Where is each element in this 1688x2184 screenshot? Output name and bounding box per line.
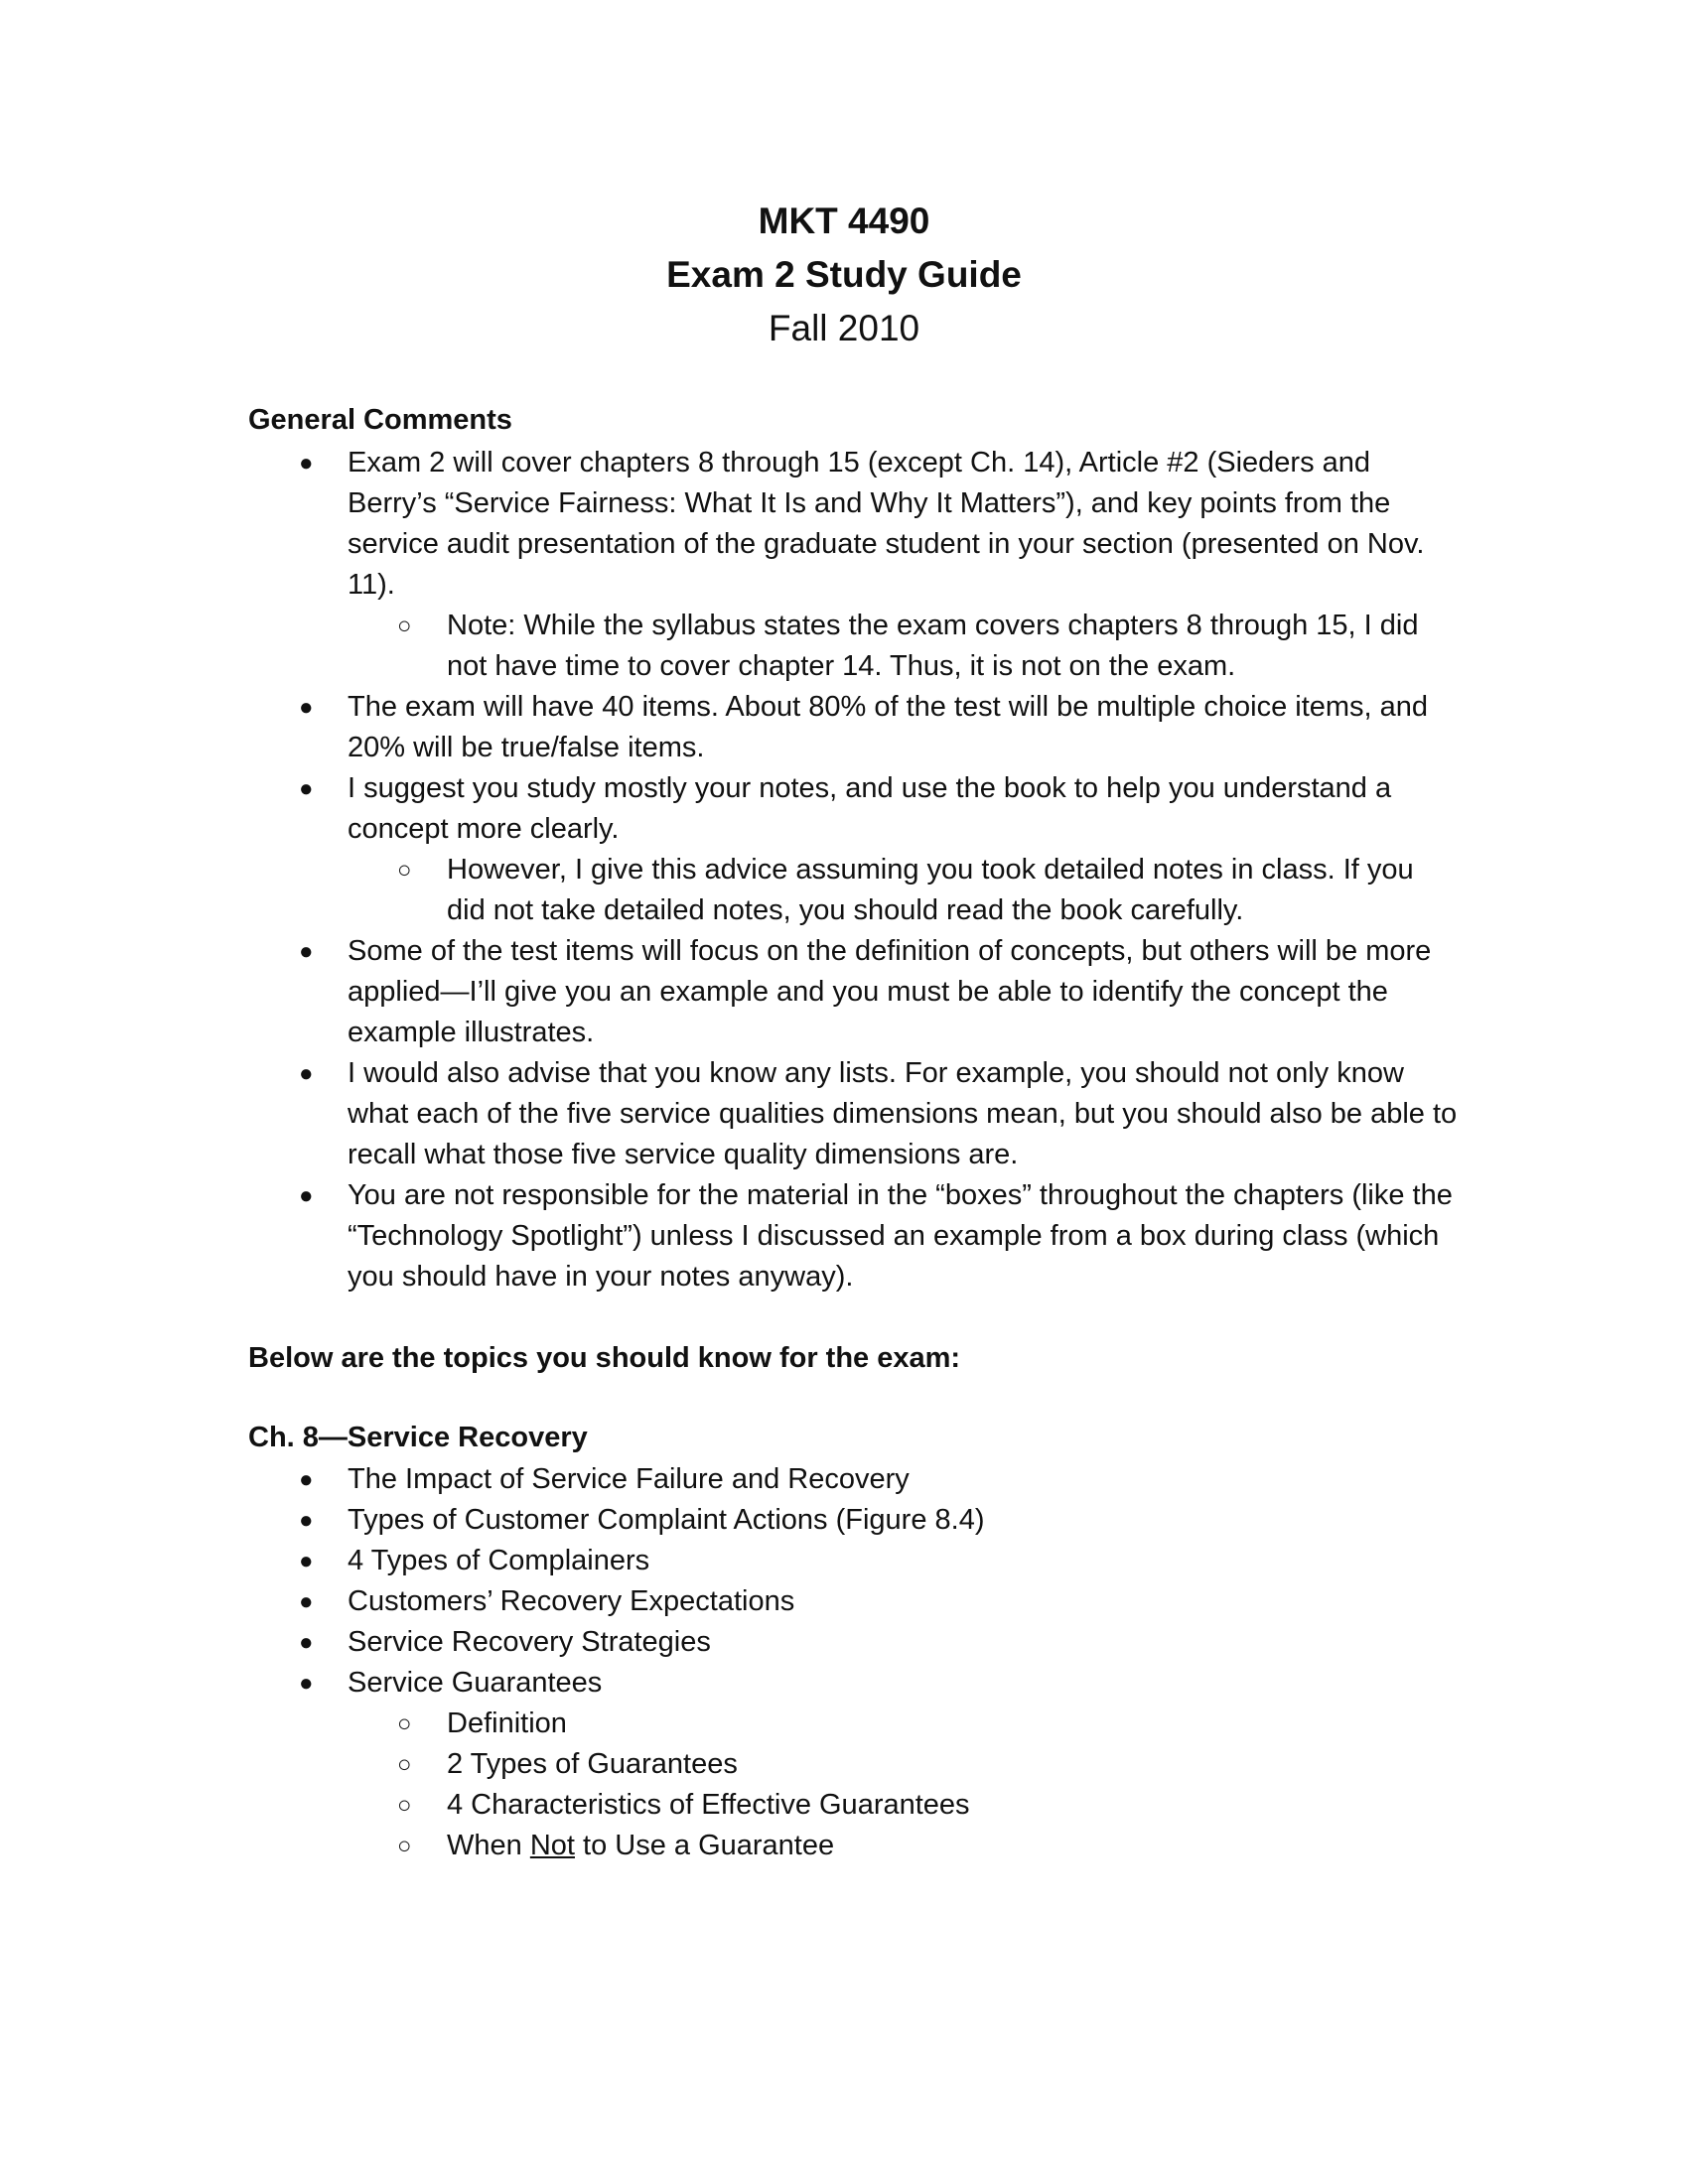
sub-list-item <box>248 1704 1460 1744</box>
list-item <box>248 931 1460 1053</box>
chapter-8-heading: Ch. 8—Service Recovery <box>248 1422 588 1453</box>
sub-list-item <box>248 606 1460 687</box>
bullet-icon: ● <box>299 1588 314 1615</box>
list-item-text: 4 Types of Complainers <box>348 1545 650 1576</box>
list-item-text: Some of the test items will focus on the definition of concepts, but others will be more applied—I’ll give you an example and you must be able to identify the concept the example illustrates. <box>348 935 1432 1048</box>
list-item <box>248 1663 1460 1704</box>
sub-item-text: Note: While the syllabus states the exam covers chapters 8 through 15, I did not have time to cover chapter 14. Thus, it is not on the exam. <box>447 610 1419 682</box>
course-title: MKT 4490 <box>758 201 930 241</box>
list-item <box>248 1175 1460 1297</box>
bullet-icon: ● <box>299 1670 314 1697</box>
sub-item-text: 2 Types of Guarantees <box>447 1748 738 1780</box>
general-comments-list <box>248 443 1460 1297</box>
circle-bullet-icon: ○ <box>397 1833 412 1859</box>
sub-item-text-before: When <box>447 1830 530 1861</box>
list-item-text: The exam will have 40 items. About 80% of the test will be multiple choice items, and 20% will be true/false items. <box>348 691 1429 763</box>
list-item <box>248 1500 1460 1541</box>
sub-list-item <box>248 1744 1460 1785</box>
bullet-icon: ● <box>299 450 314 477</box>
bullet-icon: ● <box>299 938 314 965</box>
list-item-text: Customers’ Recovery Expectations <box>348 1585 795 1617</box>
title-block <box>0 195 1688 355</box>
bullet-icon: ● <box>299 1466 314 1493</box>
list-item <box>248 687 1460 768</box>
circle-bullet-icon: ○ <box>397 1751 412 1778</box>
bullet-icon: ● <box>299 1060 314 1087</box>
bullet-icon: ● <box>299 775 314 802</box>
sub-list-item <box>248 850 1460 931</box>
guide-title: Exam 2 Study Guide <box>666 254 1022 295</box>
list-item <box>248 1581 1460 1622</box>
list-item-text: Types of Customer Complaint Actions (Figure 8.4) <box>348 1504 985 1536</box>
list-item-text: The Impact of Service Failure and Recovery <box>348 1463 910 1495</box>
circle-bullet-icon: ○ <box>397 613 412 639</box>
list-item-text: I would also advise that you know any lists. For example, you should not only know what each of the five service qualities dimensions mean, but you should also be able to recall what those five service quality dimensions are. <box>348 1057 1458 1170</box>
topics-heading: Below are the topics you should know for the exam: <box>248 1342 961 1374</box>
list-item <box>248 1459 1460 1500</box>
term-title: Fall 2010 <box>768 308 920 348</box>
general-comments-heading: General Comments <box>248 404 512 436</box>
circle-bullet-icon: ○ <box>397 1710 412 1737</box>
bullet-icon: ● <box>299 1507 314 1534</box>
bullet-icon: ● <box>299 1548 314 1574</box>
bullet-icon: ● <box>299 694 314 721</box>
chapter-8-topic-list <box>248 1459 1460 1866</box>
sub-item-text: 4 Characteristics of Effective Guarantees <box>447 1789 970 1821</box>
list-item-text: You are not responsible for the material in the “boxes” throughout the chapters (like the “Technology Spotlight”) unless I discussed an example from a box during class (which you should have in your notes anyway). <box>348 1179 1453 1293</box>
bullet-icon: ● <box>299 1182 314 1209</box>
list-item <box>248 768 1460 850</box>
list-item-text: Service Recovery Strategies <box>348 1626 711 1658</box>
list-item <box>248 1541 1460 1581</box>
bullet-icon: ● <box>299 1629 314 1656</box>
sub-list-item <box>248 1826 1460 1866</box>
sub-item-text: Definition <box>447 1707 567 1739</box>
list-item-text: Service Guarantees <box>348 1667 603 1699</box>
list-item <box>248 443 1460 606</box>
list-item <box>248 1622 1460 1663</box>
sub-item-text-after: to Use a Guarantee <box>574 1830 835 1861</box>
list-item <box>248 1053 1460 1175</box>
sub-item-text: However, I give this advice assuming you took detailed notes in class. If you did not take detailed notes, you should read the book carefully. <box>447 854 1414 926</box>
sub-item-text-underlined: Not <box>529 1830 575 1861</box>
list-item-text: Exam 2 will cover chapters 8 through 15 (except Ch. 14), Article #2 (Sieders and Berry’s “Service Fairness: What It Is and Why It Matters”), and key points from the service audit presentation of the graduate student in your section (presented on Nov. 11). <box>348 447 1425 601</box>
list-item-text: I suggest you study mostly your notes, and use the book to help you understand a concept more clearly. <box>348 772 1392 845</box>
sub-list-item <box>248 1785 1460 1826</box>
circle-bullet-icon: ○ <box>397 1792 412 1819</box>
circle-bullet-icon: ○ <box>397 857 412 884</box>
